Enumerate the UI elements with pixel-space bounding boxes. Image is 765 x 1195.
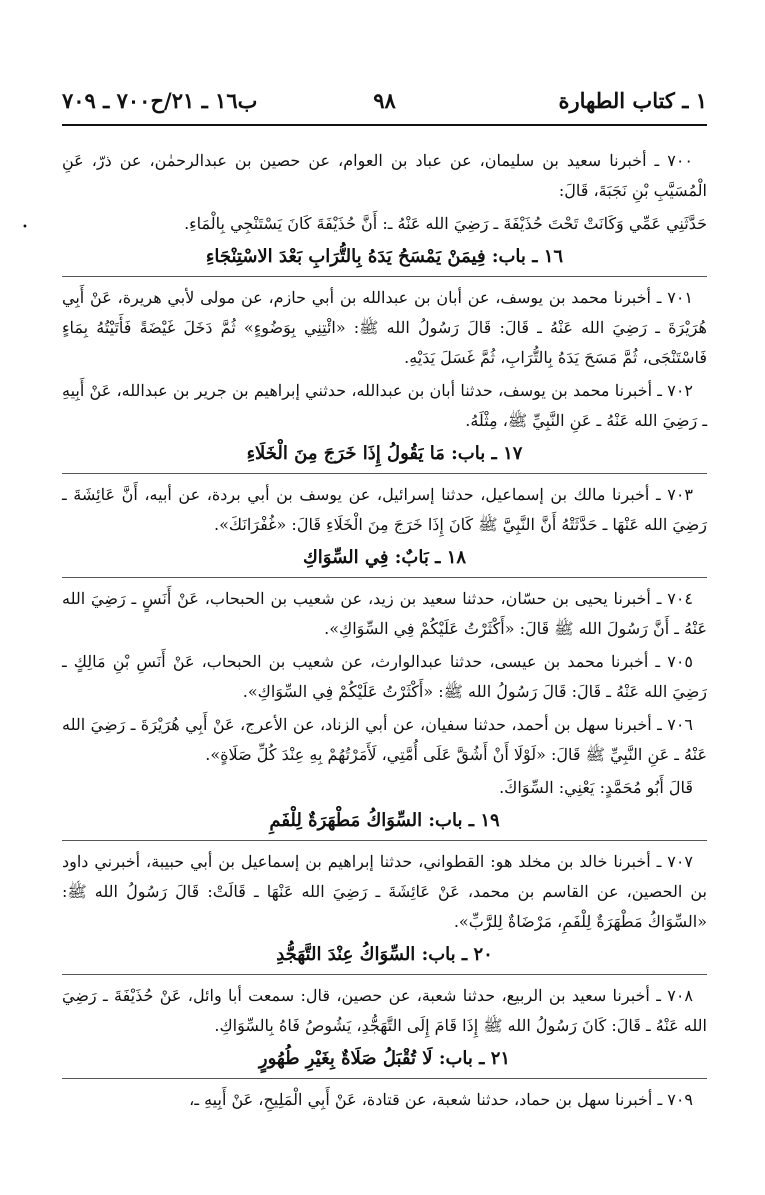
chapter-heading-16: ١٦ ـ باب: فِيمَنْ يَمْسَحُ يَدَهُ بِالتُّرَابِ بَعْدَ الاسْتِنْجَاءِ	[62, 242, 707, 277]
chapter-heading-17: ١٧ ـ باب: مَا يَقُولُ إِذَا خَرَجَ مِنَ الْخَلَاءِ	[62, 439, 707, 474]
margin-dot: •	[22, 222, 28, 233]
hadith-705: ٧٠٥ ـ أخبرنا محمد بن عيسى، حدثنا عبدالوارث، عن شعيب بن الحبحاب، عَنْ أَنَسِ بْنِ مَالِكٍ ـ رَضِيَ الله عَنْهُ ـ قَالَ: قَالَ رَسُولُ الله ﷺ: «أَكْثَرْتُ عَلَيْكُمْ فِي السِّوَاكِ».	[62, 652, 707, 701]
hadith-709: ٧٠٩ ـ أخبرنا سهل بن حماد، حدثنا شعبة، عن قتادة، عَنْ أَبِي الْمَلِيحِ، عَنْ أَبِيهِ ـ،	[189, 1090, 693, 1109]
hadith-706: ٧٠٦ ـ أخبرنا سهل بن أحمد، حدثنا سفيان، عن أبي الزناد، عن الأعرج، عَنْ أَبِي هُرَيْرَةَ ـ رَضِيَ الله عَنْهُ ـ عَنِ النَّبِيِّ ﷺ قَالَ: «لَوْلَا أَنْ أَشُقَّ عَلَى أُمَّتِي، لَأَمَرْتُهُمْ بِهِ عِنْدَ كُلِّ صَلَاةٍ».	[62, 715, 707, 764]
chapter-heading-21: ٢١ ـ باب: لَا تُقْبَلُ صَلَاةٌ بِغَيْرِ طُهُورٍ	[62, 1044, 707, 1079]
chapter-heading-18: ١٨ ـ بَابٌ: فِي السِّوَاكِ	[62, 543, 707, 578]
chapter-heading-19: ١٩ ـ باب: السِّوَاكُ مَطْهَرَةٌ لِلْفَمِ	[62, 806, 707, 841]
page-number: ٩٨	[373, 88, 396, 113]
hadith-707: ٧٠٧ ـ أخبرنا خالد بن مخلد هو: القطواني، حدثنا إبراهيم بن إسماعيل بن أبي حبيبة، أخبرني داود بن الحصين، عن القاسم بن محمد، عَنْ عَائِشَةَ ـ رَضِيَ الله عَنْهَا ـ قَالَتْ: قَالَ رَسُولُ الله ﷺ: «السِّوَاكُ مَطْهَرَةٌ لِلْفَمِ، مَرْضَاةٌ لِلرَّبِّ».	[62, 852, 707, 931]
page-body	[62, 146, 707, 1118]
page-header	[62, 88, 707, 126]
hadith-703: ٧٠٣ ـ أخبرنا مالك بن إسماعيل، حدثنا إسرائيل، عن يوسف بن أبي بردة، عن أبيه، أَنَّ عَائِشَةَ ـ رَضِيَ الله عَنْهَا ـ حَدَّثَتْهُ أَنَّ النَّبِيَّ ﷺ كَانَ إِذَا خَرَجَ مِنَ الْخَلَاءِ قَالَ: «غُفْرَانَكَ».	[62, 485, 707, 534]
hadith-700-narration: حَدَّثَنِي عَمِّي وَكَانَتْ تَحْتَ حُذَيْفَةَ ـ رَضِيَ الله عَنْهُ ـ: أَنَّ حُذَيْفَةَ كَانَ يَسْتَنْجِي بِالْمَاءِ.	[184, 214, 707, 233]
chapter-title: ١ ـ كتاب الطهارة	[558, 88, 707, 113]
hadith-704: ٧٠٤ ـ أخبرنا يحيى بن حسّان، حدثنا سعيد بن زيد، عن شعيب بن الحبحاب، عَنْ أَنَسٍ ـ رَضِيَ الله عَنْهُ ـ أَنَّ رَسُولَ الله ﷺ قَالَ: «أَكْثَرْتُ عَلَيْكُمْ فِي السِّوَاكِ».	[62, 589, 707, 638]
hadith-700: ٧٠٠ ـ أخبرنا سعيد بن سليمان، عن عباد بن العوام، عن حصين بن عبدالرحمٰن، عن ذرّ، عَنِ الْمُسَيَّبِ بْنِ نَجَبَةَ، قَالَ:	[62, 151, 707, 200]
hadith-702: ٧٠٢ ـ أخبرنا محمد بن يوسف، حدثنا أبان بن عبدالله، حدثني إبراهيم بن جرير بن عبدالله، عَنْ أَبِيهِ ـ رَضِيَ الله عَنْهُ ـ عَنِ النَّبِيِّ ﷺ، مِثْلَهُ.	[62, 381, 707, 430]
chapter-heading-20: ٢٠ ـ باب: السِّوَاكُ عِنْدَ التَّهَجُّدِ	[62, 940, 707, 975]
hadith-708: ٧٠٨ ـ أخبرنا سعيد بن الربيع، حدثنا شعبة، عن حصين، قال: سمعت أبا وائل، عَنْ حُذَيْفَةَ ـ رَضِيَ الله عَنْهُ ـ قَالَ: كَانَ رَسُولُ الله ﷺ إِذَا قَامَ إِلَى التَّهَجُّدِ، يَشُوصُ فَاهُ بِالسِّوَاكِ.	[62, 986, 707, 1035]
hadith-701: ٧٠١ ـ أخبرنا محمد بن يوسف، عن أبان بن عبدالله بن أبي حازم، عن مولى لأبي هريرة، عَنْ أَبِي هُرَيْرَةَ ـ رَضِيَ الله عَنْهُ ـ قَالَ: قَالَ رَسُولُ الله ﷺ: «ائْتِنِي بِوَضُوءٍ» ثُمَّ دَخَلَ غَيْضَةً فَأَتَيْتُهُ بِمَاءٍ فَاسْتَنْجَى، ثُمَّ مَسَحَ يَدَهُ بِالتُّرَابِ، ثُمَّ غَسَلَ يَدَيْهِ.	[62, 288, 707, 367]
abu-muhammad-note: قَالَ أَبُو مُحَمَّدٍ: يَعْنِي: السِّوَاكَ.	[499, 778, 693, 797]
section-range: ب١٦ ـ ٢١/ح٧٠٠ ـ ٧٠٩	[62, 88, 258, 113]
